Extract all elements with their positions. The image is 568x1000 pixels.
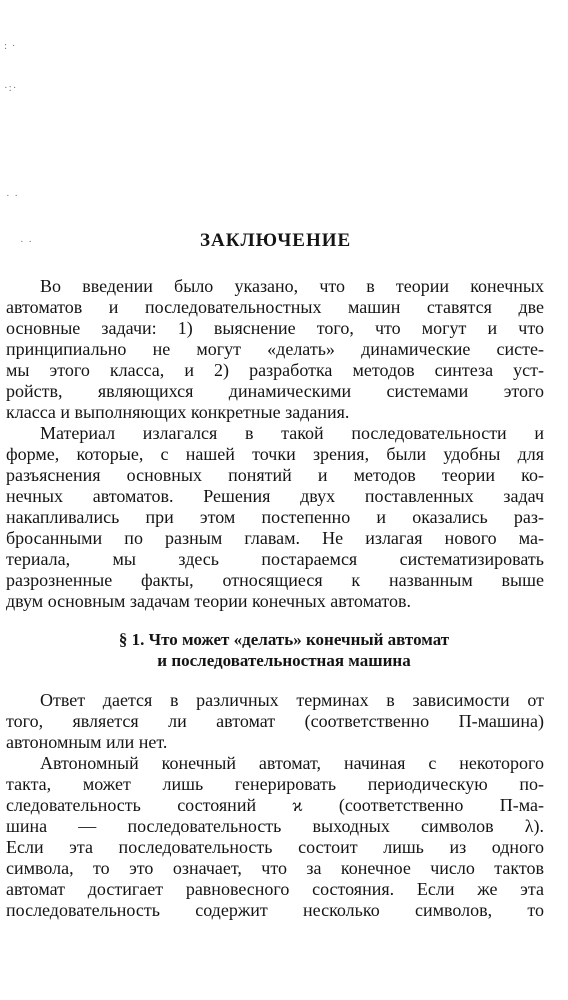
text-line: шина — последовательность выходных символов λ). <box>6 816 544 836</box>
scan-speck: ·:· <box>4 82 18 94</box>
text-line: Если эта последовательность состоит лишь из одного <box>6 837 544 857</box>
scan-speck: : · <box>4 40 17 52</box>
text-line: такта, может лишь генерировать периодическую по- <box>6 774 544 794</box>
text-line: символа, то это означает, что за конечное число тактов <box>6 858 544 878</box>
section-title-line: § 1. Что может «делать» конечный автомат <box>118 630 450 649</box>
text-line: разъяснения основных понятий и методов теории ко- <box>6 465 544 485</box>
text-line: того, является ли автомат (соответственно П-машина) <box>6 711 544 731</box>
text-line: нечных автоматов. Решения двух поставленных задач <box>6 486 544 506</box>
text-line: следовательность состояний ϰ (соответственно П-ма- <box>6 795 544 815</box>
text-line: Во введении было указано, что в теории конечных <box>40 276 544 296</box>
text-line: последовательность содержит несколько символов, то <box>6 900 544 920</box>
text-line: класса и выполняющих конкретные задания. <box>6 402 350 422</box>
text-line: разрозненные факты, относящиеся к названным выше <box>6 570 544 590</box>
text-line: бросанными по разным главам. Не излагая нового ма- <box>6 528 544 548</box>
text-line: Материал излагался в такой последовательности и <box>40 423 544 443</box>
text-line: накапливались при этом постепенно и оказались раз- <box>6 507 544 527</box>
text-line: мы этого класса, и 2) разработка методов синтеза уст- <box>6 360 544 380</box>
text-line: Автономный конечный автомат, начиная с некоторого <box>40 753 544 773</box>
text-line: Ответ дается в различных терминах в зависимости от <box>40 690 544 710</box>
text-line: автономным или нет. <box>6 732 168 752</box>
text-line: ройств, являющихся динамическими системами этого <box>6 381 544 401</box>
text-line: форме, которые, с нашей точки зрения, были удобны для <box>6 444 544 464</box>
scan-speck: · · <box>6 190 20 202</box>
text-line: автомат достигает равновесного состояния. Если же эта <box>6 879 544 899</box>
text-line: принципиально не могут «делать» динамические систе- <box>6 339 544 359</box>
scan-speck: · · <box>20 236 34 248</box>
chapter-title: ЗАКЛЮЧЕНИЕ <box>200 230 352 251</box>
text-line: автоматов и последовательностных машин ставятся две <box>6 297 544 317</box>
text-line: двум основным задачам теории конечных автоматов. <box>6 591 411 611</box>
text-line: териала, мы здесь постараемся систематизировать <box>6 549 544 569</box>
text-line: основные задачи: 1) выяснение того, что могут и что <box>6 318 544 338</box>
section-title-line: и последовательностная машина <box>157 651 411 670</box>
